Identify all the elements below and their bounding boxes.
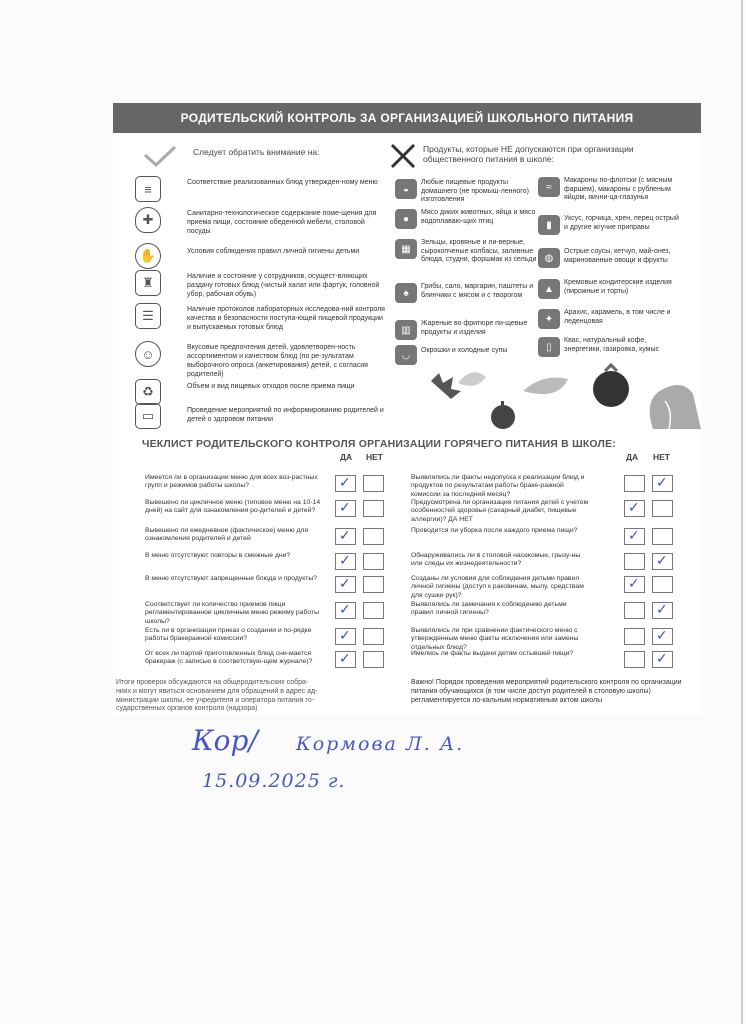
- banned-item: ◡ Окрошки и холодные супы: [395, 345, 545, 375]
- drinks-icon: ▯: [538, 337, 560, 357]
- checkmark-yes: ✓: [339, 500, 351, 516]
- checkmark-no: ✓: [656, 602, 668, 618]
- checklist-sheet: [113, 103, 701, 715]
- checkmark-yes: ✓: [339, 553, 351, 569]
- aspic-icon: ▦: [395, 239, 417, 259]
- checklist-question: Вывешено ли ежедневное (фактическое) меню для ознакомления родителей и детей: [145, 527, 309, 543]
- handwritten-date: 15.09.2025 г.: [202, 770, 346, 792]
- attention-item: ✋ Условия соблюдения правил личной гигиены детьми: [135, 243, 385, 273]
- checkbox-yes[interactable]: [624, 651, 645, 668]
- checklist-question: Созданы ли условия для соблюдения детьми правил личной гигиены (доступ к раковинам, мылу, средствам для сушки рук)?: [411, 575, 584, 599]
- attention-item: ≡ Соответствие реализованных блюд утвержден-ному меню: [135, 176, 385, 206]
- checkmark-no: ✓: [656, 651, 668, 667]
- raw-meat-icon: ●: [395, 209, 417, 229]
- attention-item: ▭ Проведение мероприятий по информированию родителей и детей о здоровом питании: [135, 403, 385, 433]
- signature: Кор/: [192, 724, 258, 757]
- checklist-question: Предусмотрена ли организация питания детей с учетом особенностей здоровья (сахарный диабет, пищевые аллергии)? ДА НЕТ: [411, 499, 589, 523]
- banned-item: ▦ Зельцы, кровяные и ли-верные, сырокопченые колбасы, заливные блюда, студни, форшмак из сельди: [395, 239, 545, 269]
- checklist-question: Проводится ли уборка после каждого приема пищи?: [411, 527, 578, 534]
- cross-icon: [390, 143, 416, 169]
- candy-icon: ✦: [538, 309, 560, 329]
- checkmark-yes: ✓: [339, 475, 351, 491]
- yes-header-left: ДА: [340, 452, 353, 462]
- banned-item: ✦ Арахис, карамель, в том числе и леденцовая: [538, 309, 698, 339]
- checkbox-no[interactable]: [652, 576, 673, 593]
- checkbox-no[interactable]: [363, 602, 384, 619]
- uniform-apron-icon: ♜: [135, 270, 161, 296]
- checkbox-yes[interactable]: [624, 475, 645, 492]
- checkbox-yes[interactable]: [624, 602, 645, 619]
- checkbox-no[interactable]: [363, 576, 384, 593]
- banned-item: ≈ Макароны по-флотски (с мясным фаршем), макароны с рубленым яйцом, яични-ца-глазунья: [538, 177, 698, 207]
- checkbox-no[interactable]: [363, 500, 384, 517]
- checkmark-no: ✓: [656, 475, 668, 491]
- checkmark-yes: ✓: [628, 528, 640, 544]
- attention-item: ☺ Вкусовые предпочтения детей, удовлетворен-ность ассортиментом и качеством блюд (по ре-зультатам выборочного опроса (анкетирования) детей, с согласия родителей): [135, 341, 385, 371]
- menu-document-icon: ≡: [135, 176, 161, 202]
- checkmark-yes: ✓: [339, 528, 351, 544]
- banned-item: ◍ Острые соусы, кетчуп, май-онез, маринованные овощи и фрукты: [538, 248, 698, 278]
- attention-heading: Следует обратить внимание на:: [193, 147, 320, 157]
- checkbox-no[interactable]: [363, 528, 384, 545]
- checklist-question: Вывешено ли цикличное меню (типовое меню на 10-14 дней) на сайт для ознакомления ро-дителей и детей?: [145, 499, 321, 515]
- banned-item: ▮ Уксус, горчица, хрен, перец острый и другие жгучие приправы: [538, 215, 698, 245]
- condiments-icon: ▮: [538, 215, 560, 235]
- attention-item: ✚ Санитарно-технологическое содержание поме-щения для приема пищи, состояние обеденной мебели, столовой посуды: [135, 207, 385, 237]
- checkbox-no[interactable]: [363, 553, 384, 570]
- child-face-icon: ☺: [135, 341, 161, 367]
- checkbox-yes[interactable]: [624, 553, 645, 570]
- sauce-jar-icon: ◍: [538, 248, 560, 268]
- banned-heading: Продукты, которые НЕ допускаются при организации общественного питания в школе:: [423, 144, 634, 164]
- checkbox-no[interactable]: [363, 628, 384, 645]
- attention-item: ♻ Объем и вид пищевых отходов после приема пищи: [135, 379, 385, 409]
- attention-item: ☰ Наличие протоколов лабораторных исследова-ний контроля качества и безопасности поступа-ющей пищевой продукции и выпускаемых готовых блюд: [135, 303, 385, 333]
- checklist-question: Выявлялись ли при сравнении фактического меню с утвержденным меню факты исключения или замены отдельных блюд?: [411, 627, 579, 651]
- mushroom-icon: ♠: [395, 283, 417, 303]
- banned-item: ▯ Квас, натуральный кофе, энергетики, газировка, кумыс: [538, 337, 698, 367]
- checklist-question: Обнаруживались ли в столовой насекомые, грызу-ны или следы их жизнедеятельности?: [411, 552, 581, 568]
- checklist-question: Выявлялись ли факты недопуска к реализации блюд и продуктов по результатам работы браке-ражной комиссии за последний месяц?: [411, 474, 585, 498]
- sandwich-icon: ◒: [395, 179, 417, 199]
- checkbox-no[interactable]: [363, 475, 384, 492]
- checklist-question: Соответствует ли количество приемов пищи регламентированное цикличным меню режиму работы школы?: [145, 601, 319, 625]
- waste-bin-icon: ♻: [135, 379, 161, 405]
- checklist-question: Имелись ли факты выдачи детям остывшей пищи?: [411, 650, 574, 657]
- checkmark-yes: ✓: [628, 500, 640, 516]
- fries-icon: ▥: [395, 320, 417, 340]
- checklist-question: От всех ли партий приготовленных блюд сни-мается бракераж (с записью в соответствую-щем журнале)?: [145, 650, 313, 666]
- checkmark-icon: [143, 145, 177, 167]
- checkmark-yes: ✓: [339, 576, 351, 592]
- checkmark-yes: ✓: [339, 628, 351, 644]
- checklist-question: Есть ли в организации приказ о создании и по-рядке работы бракеражной комиссии?: [145, 627, 312, 643]
- soup-bowl-icon: ◡: [395, 345, 417, 365]
- cake-icon: ▲: [538, 279, 560, 299]
- no-header-left: НЕТ: [366, 452, 383, 462]
- hand-washing-icon: ✋: [135, 243, 161, 269]
- checklist-title: ЧЕКЛИСТ РОДИТЕЛЬСКОГО КОНТРОЛЯ ОРГАНИЗАЦИИ ГОРЯЧЕГО ПИТАНИЯ В ШКОЛЕ:: [142, 438, 617, 450]
- banned-item: ● Мясо диких животных, яйца и мясо водоплаваю-щих птиц: [395, 209, 545, 239]
- banned-item: ♠ Грибы, сало, маргарин, паштеты и блинчики с мясом и с творогом: [395, 283, 545, 313]
- yes-header-right: ДА: [626, 452, 639, 462]
- vegetables-illustration: [413, 361, 701, 439]
- checklist-question: Выявлялись ли замечания к соблюдению детьми правил личной гигиены?: [411, 601, 567, 617]
- checkbox-yes[interactable]: [624, 628, 645, 645]
- page-title: РОДИТЕЛЬСКИЙ КОНТРОЛЬ ЗА ОРГАНИЗАЦИЕЙ ШКОЛЬНОГО ПИТАНИЯ: [113, 103, 701, 133]
- attention-item: ♜ Наличие и состояние у сотрудников, осущест-вляющих раздачу готовых блюд (чистый халат или фартук, головной убор, рабочая обувь): [135, 270, 385, 300]
- handwritten-name: Кормова Л. А.: [296, 733, 465, 755]
- checkmark-yes: ✓: [339, 651, 351, 667]
- banned-item: ▲ Кремовые кондитерские изделия (пирожные и торты): [538, 279, 698, 309]
- sanitary-shield-icon: ✚: [135, 207, 161, 233]
- checkbox-no[interactable]: [652, 500, 673, 517]
- checklist-question: Имеется ли в организации меню для всех воз-растных групп и режимов работы школы?: [145, 474, 318, 490]
- checklist-question: В меню отсутствуют запрещенные блюда и продукты?: [145, 575, 318, 582]
- checkbox-no[interactable]: [652, 528, 673, 545]
- pasta-icon: ≈: [538, 177, 560, 197]
- no-header-right: НЕТ: [653, 452, 670, 462]
- footer-note-right: Важно! Порядок проведения мероприятий родительского контроля по организации питания обучающихся (в том числе доступ родителей в столовую школы) регламентируется ло-кальным нормативным актом школы: [411, 679, 682, 704]
- lab-protocol-icon: ☰: [135, 303, 161, 329]
- banned-item: ◒ Любые пищевые продукты домашнего (не промыш-ленного) изготовления: [395, 179, 545, 209]
- presentation-icon: ▭: [135, 403, 161, 429]
- checkmark-yes: ✓: [628, 576, 640, 592]
- checkbox-no[interactable]: [363, 651, 384, 668]
- checkmark-no: ✓: [656, 628, 668, 644]
- checkmark-no: ✓: [656, 553, 668, 569]
- checklist-question: В меню отсутствуют повторы в смежные дни?: [145, 552, 291, 559]
- footer-note-left: Итоги проверок обсуждаются на общеродительских собра-ниях и могут явиться основанием для обращений в адрес ад-министрации школы, ее учредителя и оператора питания го-сударственных органов контроля (надзора): [116, 679, 318, 713]
- banned-item: ▥ Жареные во фритюре пи-щевые продукты и изделия: [395, 320, 545, 350]
- checkmark-yes: ✓: [339, 602, 351, 618]
